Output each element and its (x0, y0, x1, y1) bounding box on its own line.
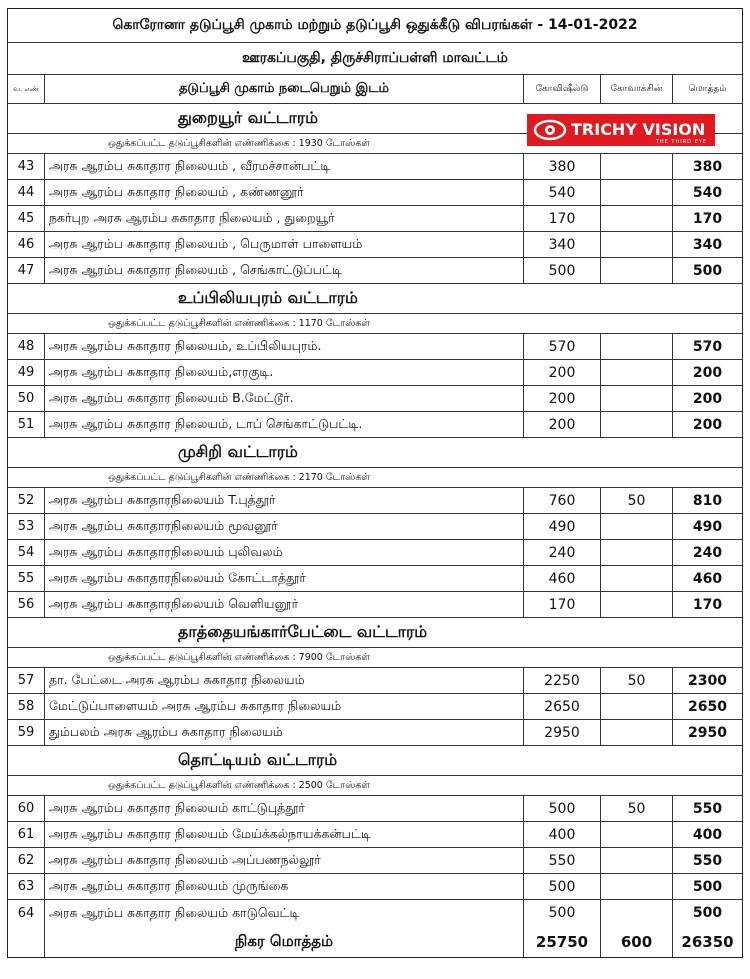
column-header-place: தடுப்பூசி முகாம் நடைபெறும் இடம் (45, 75, 524, 103)
row-covishield: 2650 (524, 694, 601, 719)
table-row (8, 334, 742, 360)
row-covaxin: 50 (601, 488, 673, 513)
row-covaxin (601, 360, 673, 385)
row-covishield: 200 (524, 386, 601, 411)
row-total: 2300 (688, 672, 727, 689)
table-row (8, 180, 742, 206)
table-row (8, 540, 742, 566)
block-name: தாத்தையங்கார்பேட்டை வட்டாரம் (8, 618, 742, 648)
row-place: அரசு ஆரம்ப சுகாதாரநிலையம் கோட்டாத்தூர் (45, 566, 524, 591)
table-row (8, 514, 742, 540)
row-covaxin (601, 154, 673, 179)
row-covishield: 570 (524, 334, 601, 359)
row-sn: 58 (8, 694, 45, 719)
table-row (8, 412, 742, 438)
row-covishield: 500 (524, 900, 601, 926)
row-covaxin (601, 900, 673, 926)
grand-total-row (8, 926, 742, 957)
row-covaxin (601, 514, 673, 539)
row-sn: 63 (8, 874, 45, 899)
row-place: அரசு ஆரம்ப சுகாதார நிலையம் காடுவெட்டி (45, 900, 524, 926)
grand-total-covishield: 25750 (524, 926, 601, 957)
row-covaxin (601, 566, 673, 591)
row-covaxin: 50 (601, 796, 673, 821)
row-place: அரசு ஆரம்ப சுகாதார நிலையம் , கண்ணனூர் (45, 180, 524, 205)
row-place: அரசு ஆரம்ப சுகாதார நிலையம் , வீரமச்சான்பட்டி (45, 154, 524, 179)
row-covaxin (601, 386, 673, 411)
table-row (8, 874, 742, 900)
row-covishield: 490 (524, 514, 601, 539)
block-name: துறையூர் வட்டாரம் (8, 104, 742, 134)
row-total: 170 (692, 210, 723, 227)
row-sn: 59 (8, 720, 45, 745)
blocks-container (8, 104, 742, 926)
row-sn: 60 (8, 796, 45, 821)
row-covaxin (601, 412, 673, 437)
row-covishield: 500 (524, 874, 601, 899)
row-place: அரசு ஆரம்ப சுகாதார நிலையம்,எரகுடி. (45, 360, 524, 385)
table-row (8, 592, 742, 618)
row-covishield: 240 (524, 540, 601, 565)
row-sn: 64 (8, 900, 45, 926)
allocated-doses-label: ஒதுக்கப்பட்ட தடுப்பூசிகளின் எண்ணிக்கை : 7900 டோஸ்கள் (8, 648, 742, 668)
document-title: கொரோனா தடுப்பூசி முகாம் மற்றும் தடுப்பூசி ஒதுக்கீடு விபரங்கள் - 14-01-2022 (8, 9, 742, 43)
row-sn: 44 (8, 180, 45, 205)
allocated-doses-label: ஒதுக்கப்பட்ட தடுப்பூசிகளின் எண்ணிக்கை : 2500 டோஸ்கள் (8, 776, 742, 796)
row-total: 460 (692, 570, 723, 587)
grand-total-covaxin: 600 (601, 926, 673, 957)
allocated-doses-label: ஒதுக்கப்பட்ட தடுப்பூசிகளின் எண்ணிக்கை : 1930 டோஸ்கள் (8, 134, 742, 154)
row-covishield: 200 (524, 412, 601, 437)
logo-tagline: THE THIRD EYE (655, 139, 707, 145)
row-covishield: 200 (524, 360, 601, 385)
row-sn: 46 (8, 232, 45, 257)
row-covishield: 500 (524, 258, 601, 283)
row-total: 200 (692, 390, 723, 407)
row-covaxin (601, 334, 673, 359)
column-header-row (8, 75, 742, 104)
row-place: அரசு ஆரம்ப சுகாதார நிலையம் , செங்காட்டுப்பட்டி (45, 258, 524, 283)
column-header-sn: வ. எண் (8, 75, 45, 103)
row-total: 550 (692, 852, 723, 869)
row-place: தா. பேட்டை அரசு ஆரம்ப சுகாதார நிலையம் (45, 668, 524, 693)
block-name: தொட்டியம் வட்டாரம் (8, 746, 742, 776)
row-place: நகர்புற அரசு ஆரம்ப சுகாதார நிலையம் , துறையூர் (45, 206, 524, 231)
row-total: 200 (692, 364, 723, 381)
row-covaxin (601, 258, 673, 283)
row-covaxin (601, 206, 673, 231)
row-covaxin (601, 848, 673, 873)
row-total: 490 (692, 518, 723, 535)
row-sn: 45 (8, 206, 45, 231)
allocated-doses-label: ஒதுக்கப்பட்ட தடுப்பூசிகளின் எண்ணிக்கை : 1170 டோஸ்கள் (8, 314, 742, 334)
table-row (8, 900, 742, 926)
allocated-doses-label: ஒதுக்கப்பட்ட தடுப்பூசிகளின் எண்ணிக்கை : 2170 டோஸ்கள் (8, 468, 742, 488)
block-name: முசிறி வட்டாரம் (8, 438, 742, 468)
row-total: 500 (692, 878, 723, 895)
table-row (8, 720, 742, 746)
row-place: அரசு ஆரம்ப சுகாதார நிலையம் முருங்கை (45, 874, 524, 899)
row-total: 400 (692, 826, 723, 843)
logo-text: TRICHY VISION (571, 120, 706, 139)
row-place: அரசு ஆரம்ப சுகாதாரநிலையம் புலிவலம் (45, 540, 524, 565)
row-covishield: 400 (524, 822, 601, 847)
document-subtitle: ஊரகப்பகுதி, திருச்சிராப்பள்ளி மாவட்டம் (8, 43, 742, 75)
row-covaxin (601, 232, 673, 257)
row-sn: 48 (8, 334, 45, 359)
row-covishield: 550 (524, 848, 601, 873)
row-sn: 43 (8, 154, 45, 179)
block-name: உப்பிலியபுரம் வட்டாரம் (8, 284, 742, 314)
row-place: தும்பலம் அரசு ஆரம்ப சுகாதார நிலையம் (45, 720, 524, 745)
row-covaxin (601, 720, 673, 745)
row-place: அரசு ஆரம்ப சுகாதாரநிலையம் மூவனூர் (45, 514, 524, 539)
row-place: அரசு ஆரம்ப சுகாதார நிலையம் B.மேட்டூர். (45, 386, 524, 411)
table-row (8, 154, 742, 180)
row-covishield: 500 (524, 796, 601, 821)
row-place: அரசு ஆரம்ப சுகாதாரநிலையம் T.புத்தூர் (45, 488, 524, 513)
row-place: அரசு ஆரம்ப சுகாதார நிலையம் அப்பணநல்லூர் (45, 848, 524, 873)
row-covaxin (601, 592, 673, 617)
table-row (8, 668, 742, 694)
table-row (8, 258, 742, 284)
eye-logo-icon (533, 119, 567, 141)
row-covaxin (601, 822, 673, 847)
row-covishield: 460 (524, 566, 601, 591)
row-total: 570 (692, 338, 723, 355)
table-row (8, 796, 742, 822)
row-covaxin (601, 874, 673, 899)
row-sn: 53 (8, 514, 45, 539)
row-sn: 57 (8, 668, 45, 693)
row-sn: 55 (8, 566, 45, 591)
table-row (8, 232, 742, 258)
table-row (8, 694, 742, 720)
row-total: 200 (692, 416, 723, 433)
table-row (8, 360, 742, 386)
row-sn: 52 (8, 488, 45, 513)
row-place: அரசு ஆரம்ப சுகாதார நிலையம் மேய்க்கல்நாயக்கன்பட்டி (45, 822, 524, 847)
row-total: 550 (692, 800, 723, 817)
row-covishield: 540 (524, 180, 601, 205)
row-sn: 50 (8, 386, 45, 411)
row-total: 500 (692, 905, 723, 921)
row-covishield: 760 (524, 488, 601, 513)
row-total: 2950 (688, 724, 727, 741)
row-total: 500 (692, 262, 723, 279)
row-total: 810 (692, 492, 723, 509)
trichy-vision-logo (527, 114, 715, 146)
row-place: அரசு ஆரம்ப சுகாதாரநிலையம் வெளியனூர் (45, 592, 524, 617)
row-covaxin (601, 540, 673, 565)
table-row (8, 822, 742, 848)
table-row (8, 566, 742, 592)
row-covishield: 2250 (524, 668, 601, 693)
row-sn: 49 (8, 360, 45, 385)
row-total: 340 (692, 236, 723, 253)
row-covishield: 170 (524, 592, 601, 617)
row-covaxin: 50 (601, 668, 673, 693)
row-covaxin (601, 694, 673, 719)
grand-total-total: 26350 (681, 932, 734, 951)
row-total: 540 (692, 184, 723, 201)
row-total: 240 (692, 544, 723, 561)
row-covishield: 170 (524, 206, 601, 231)
table-row (8, 848, 742, 874)
column-header-covishield: கோவிஷீல்டு (524, 75, 601, 103)
row-sn: 56 (8, 592, 45, 617)
row-total: 380 (692, 158, 723, 175)
column-header-total: மொத்தம் (688, 83, 727, 94)
row-covishield: 340 (524, 232, 601, 257)
row-covaxin (601, 180, 673, 205)
grand-total-sn (8, 926, 45, 957)
table-row (8, 488, 742, 514)
row-place: அரசு ஆரம்ப சுகாதார நிலையம், உப்பிலியபுரம். (45, 334, 524, 359)
row-place: அரசு ஆரம்ப சுகாதார நிலையம் , பெருமாள் பாளையம் (45, 232, 524, 257)
row-sn: 61 (8, 822, 45, 847)
column-header-covaxin: கோவாக்சின் (601, 75, 673, 103)
row-sn: 62 (8, 848, 45, 873)
row-total: 170 (692, 596, 723, 613)
grand-total-label: நிகர மொத்தம் (45, 926, 524, 957)
vaccination-allocation-table (7, 8, 743, 958)
row-place: அரசு ஆரம்ப சுகாதார நிலையம் காட்டுபுத்தூர் (45, 796, 524, 821)
row-total: 2650 (688, 698, 727, 715)
row-covishield: 380 (524, 154, 601, 179)
table-row (8, 386, 742, 412)
row-sn: 47 (8, 258, 45, 283)
row-sn: 51 (8, 412, 45, 437)
table-row (8, 206, 742, 232)
row-place: மேட்டுப்பாளையம் அரசு ஆரம்ப சுகாதார நிலையம் (45, 694, 524, 719)
row-sn: 54 (8, 540, 45, 565)
row-place: அரசு ஆரம்ப சுகாதார நிலையம், டாப் செங்காட்டுபட்டி. (45, 412, 524, 437)
row-covishield: 2950 (524, 720, 601, 745)
